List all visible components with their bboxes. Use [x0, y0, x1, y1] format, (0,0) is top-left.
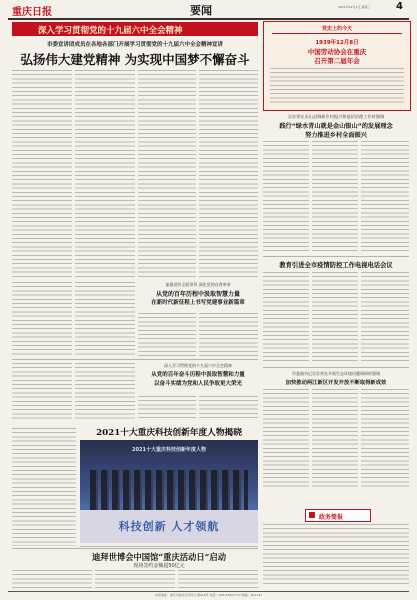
- right-article1-col2: [312, 141, 358, 253]
- bottom-body-col1: [12, 570, 92, 590]
- news-brief-body: [263, 524, 409, 586]
- history-date: 1939年12月8日: [315, 40, 359, 46]
- photo-people-row: [90, 470, 248, 510]
- right-article1-line2: 努力推进乡村全面振兴: [305, 132, 367, 139]
- left-lower-col: [12, 428, 76, 546]
- history-sidebar: [263, 21, 411, 111]
- history-title-2: 召开第二届年会: [314, 57, 360, 65]
- history-title-1: 中国劳动协会在重庆: [307, 48, 367, 56]
- lead-body-col2: [75, 70, 135, 277]
- mid-left-article-col1: [138, 313, 196, 357]
- divider: [12, 548, 258, 549]
- right-article2-headline: 教育引进全市疫情防控工作电视电话会议: [279, 262, 393, 269]
- mid-right-col1: [138, 396, 196, 421]
- mid-left-line2: 在新时代新征程上书写党建事业新篇章: [151, 300, 245, 306]
- masthead-rule: [8, 18, 409, 20]
- right-article3-col1: [263, 389, 309, 487]
- mid-left-kicker: 加强党的全面领导 深化党的自我革命: [165, 282, 231, 287]
- history-body: [270, 68, 404, 106]
- photo-caption: 科技创新 人才领航: [118, 520, 220, 533]
- page-number: 4: [396, 1, 403, 12]
- right-article3-col2: [312, 389, 358, 487]
- divider: [263, 367, 409, 368]
- lead-body-col3: [138, 70, 196, 277]
- right-article3-headline: 加快推动两江新区开发开放不断取得新成效: [285, 380, 387, 386]
- mid-col1: [12, 363, 72, 421]
- newspaper-logo: 重庆日报: [12, 7, 52, 18]
- photo-backdrop-text: 2021十大重庆科技创新年度人物: [132, 447, 206, 453]
- mid-right-kicker: 深入学习贯彻党的十九届六中全会精神: [164, 363, 232, 368]
- mid-right-col2: [199, 396, 258, 421]
- mid-right-article: [138, 363, 258, 393]
- topic-banner: [12, 22, 258, 36]
- bottom-headline: 迪拜世博会中国馆“重庆活动日”启动: [92, 552, 226, 562]
- mid-left-article-col2: [199, 313, 258, 357]
- mid-right-line1: 从党的百年奋斗历程中汲取智慧和力量: [151, 372, 245, 378]
- feature-photo: [80, 440, 258, 543]
- bottom-subhead: 现场签约金额超50亿元: [133, 563, 185, 569]
- mid-left-line1: 从党的百年历程中汲取智慧力量: [155, 291, 240, 298]
- right-article1-col1: [263, 141, 309, 253]
- mid-left-article: [138, 282, 258, 310]
- right-article2-col3: [361, 272, 409, 364]
- footer-text: 本报地址：重庆市渝北区同茂大道416号 电话：023-63907777 邮编：401147: [154, 593, 263, 597]
- mid-left-col1: [12, 282, 72, 357]
- footer-rule: [8, 591, 409, 592]
- mid-col2: [75, 363, 135, 421]
- lead-kicker: 市委宣讲团成员在各地各部门开展学习贯彻党的十九届六中全会精神宣讲: [46, 42, 223, 48]
- lead-body-col4: [199, 70, 258, 277]
- right-article1-line1: 践行“绿水青山就是金山银山”的发展理念: [279, 123, 393, 130]
- news-brief-icon: [309, 512, 315, 518]
- right-article2-col2: [312, 272, 358, 364]
- right-article2-col1: [263, 272, 309, 364]
- news-brief-label: 政务简报: [319, 513, 344, 521]
- history-tag: 党史上的今天: [272, 25, 402, 34]
- right-article3-kicker: 市委副书记吴存荣在开展生态环境问题调研时强调: [292, 371, 380, 376]
- masthead: [0, 0, 417, 20]
- bottom-body-col2: [95, 570, 175, 590]
- banner-label: 深入学习贯彻党的十九届六中全会精神: [38, 26, 183, 36]
- lead-body-col1: [12, 70, 72, 277]
- bottom-body-col3: [178, 570, 258, 590]
- right-article3-col3: [361, 389, 409, 487]
- feature-headline: 2021十大重庆科技创新年度人物揭晓: [96, 428, 242, 438]
- section-title: 要闻: [190, 4, 212, 17]
- date-line: 2021年12月1日 星期三: [338, 5, 371, 9]
- right-article1-col3: [361, 141, 409, 253]
- mid-left-col2: [75, 282, 135, 357]
- divider: [263, 256, 409, 257]
- lead-headline: 弘扬伟大建党精神 为实现中国梦不懈奋斗: [20, 52, 250, 67]
- right-article1-kicker: 吴存荣在巫山县调研乡村振兴和基层治理工作时强调: [287, 114, 385, 119]
- divider: [12, 359, 258, 360]
- news-brief-tag: [305, 509, 371, 522]
- mid-right-line2: 以奋斗实绩为党和人民争取更大荣光: [153, 381, 242, 387]
